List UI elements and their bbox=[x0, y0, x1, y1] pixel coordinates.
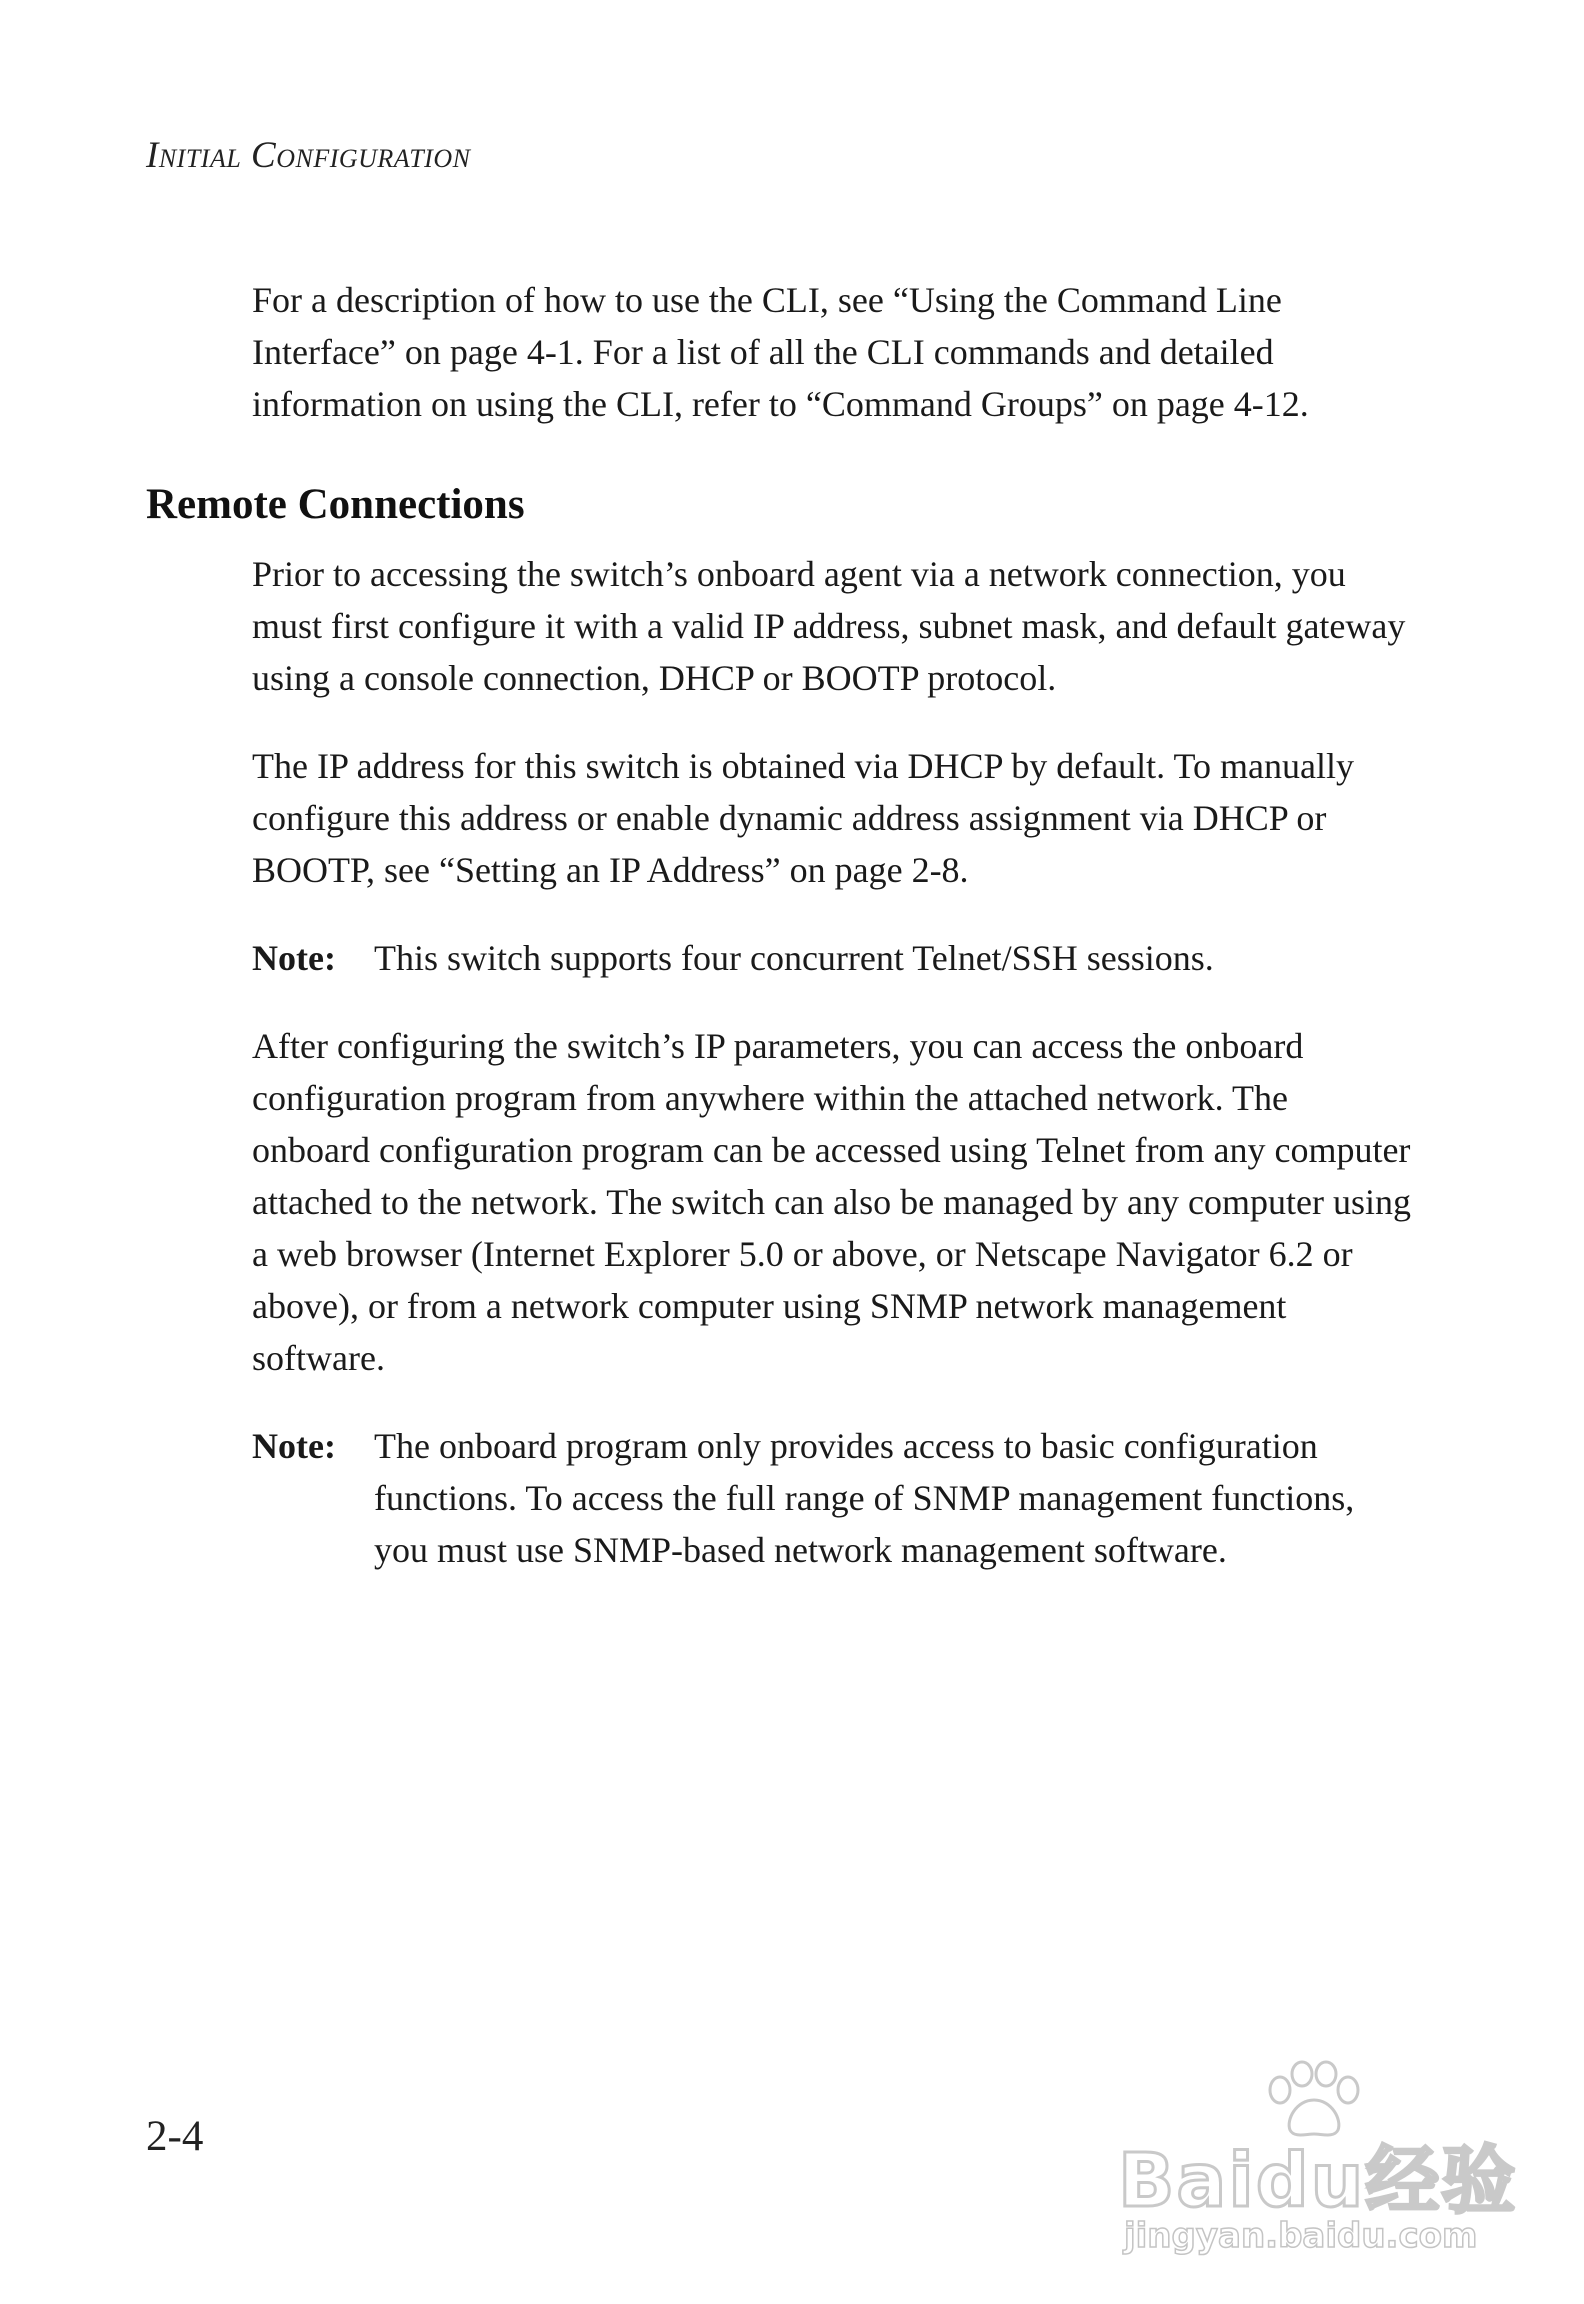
section-heading: Remote Connections bbox=[146, 481, 525, 528]
note-1-text: This switch supports four concurrent Telnet/SSH sessions. bbox=[374, 938, 1214, 978]
note-1-label: Note: bbox=[252, 938, 336, 978]
watermark-brand: Baidu经验 bbox=[1118, 2138, 1518, 2224]
page-number: 2-4 bbox=[146, 2113, 204, 2160]
paragraph-2: The IP address for this switch is obtained via DHCP by default. To manually configure this address or enable dynamic address assignment via DHCP or BOOTP, see “Setting an IP Address” on page 2-8. bbox=[252, 746, 1354, 890]
note-1 bbox=[252, 932, 1412, 984]
intro-paragraph: For a description of how to use the CLI, see “Using the Command Line Interface” on page 4-1. For a list of all the CLI commands and detailed information on using the CLI, refer to “Command Groups” on page 4-12. bbox=[252, 280, 1309, 424]
paragraph-1: Prior to accessing the switch’s onboard agent via a network connection, you must first configure it with a valid IP address, subnet mask, and default gateway using a console connection, DHCP or BOOTP protocol. bbox=[252, 554, 1406, 698]
note-2-label: Note: bbox=[252, 1426, 336, 1466]
note-2 bbox=[252, 1420, 1412, 1576]
paragraph-3: After configuring the switch’s IP parameters, you can access the onboard configuration program from anywhere within the attached network. The onboard configuration program can be accessed using Telnet from any computer attached to the network. The switch can also be managed by any computer using a web browser (Internet Explorer 5.0 or above, or Netscape Navigator 6.2 or above), or from a network computer using SNMP network management software. bbox=[252, 1026, 1411, 1378]
baidu-watermark bbox=[1108, 2060, 1518, 2260]
intro-block bbox=[252, 274, 1412, 466]
note-2-text: The onboard program only provides access to basic configuration functions. To access the full range of SNMP management functions, you must use SNMP-based network management software. bbox=[374, 1426, 1355, 1570]
watermark-url: jingyan.baidu.com bbox=[1124, 2216, 1478, 2256]
running-head: Initial Configuration bbox=[146, 135, 471, 176]
section-body bbox=[252, 548, 1412, 1612]
